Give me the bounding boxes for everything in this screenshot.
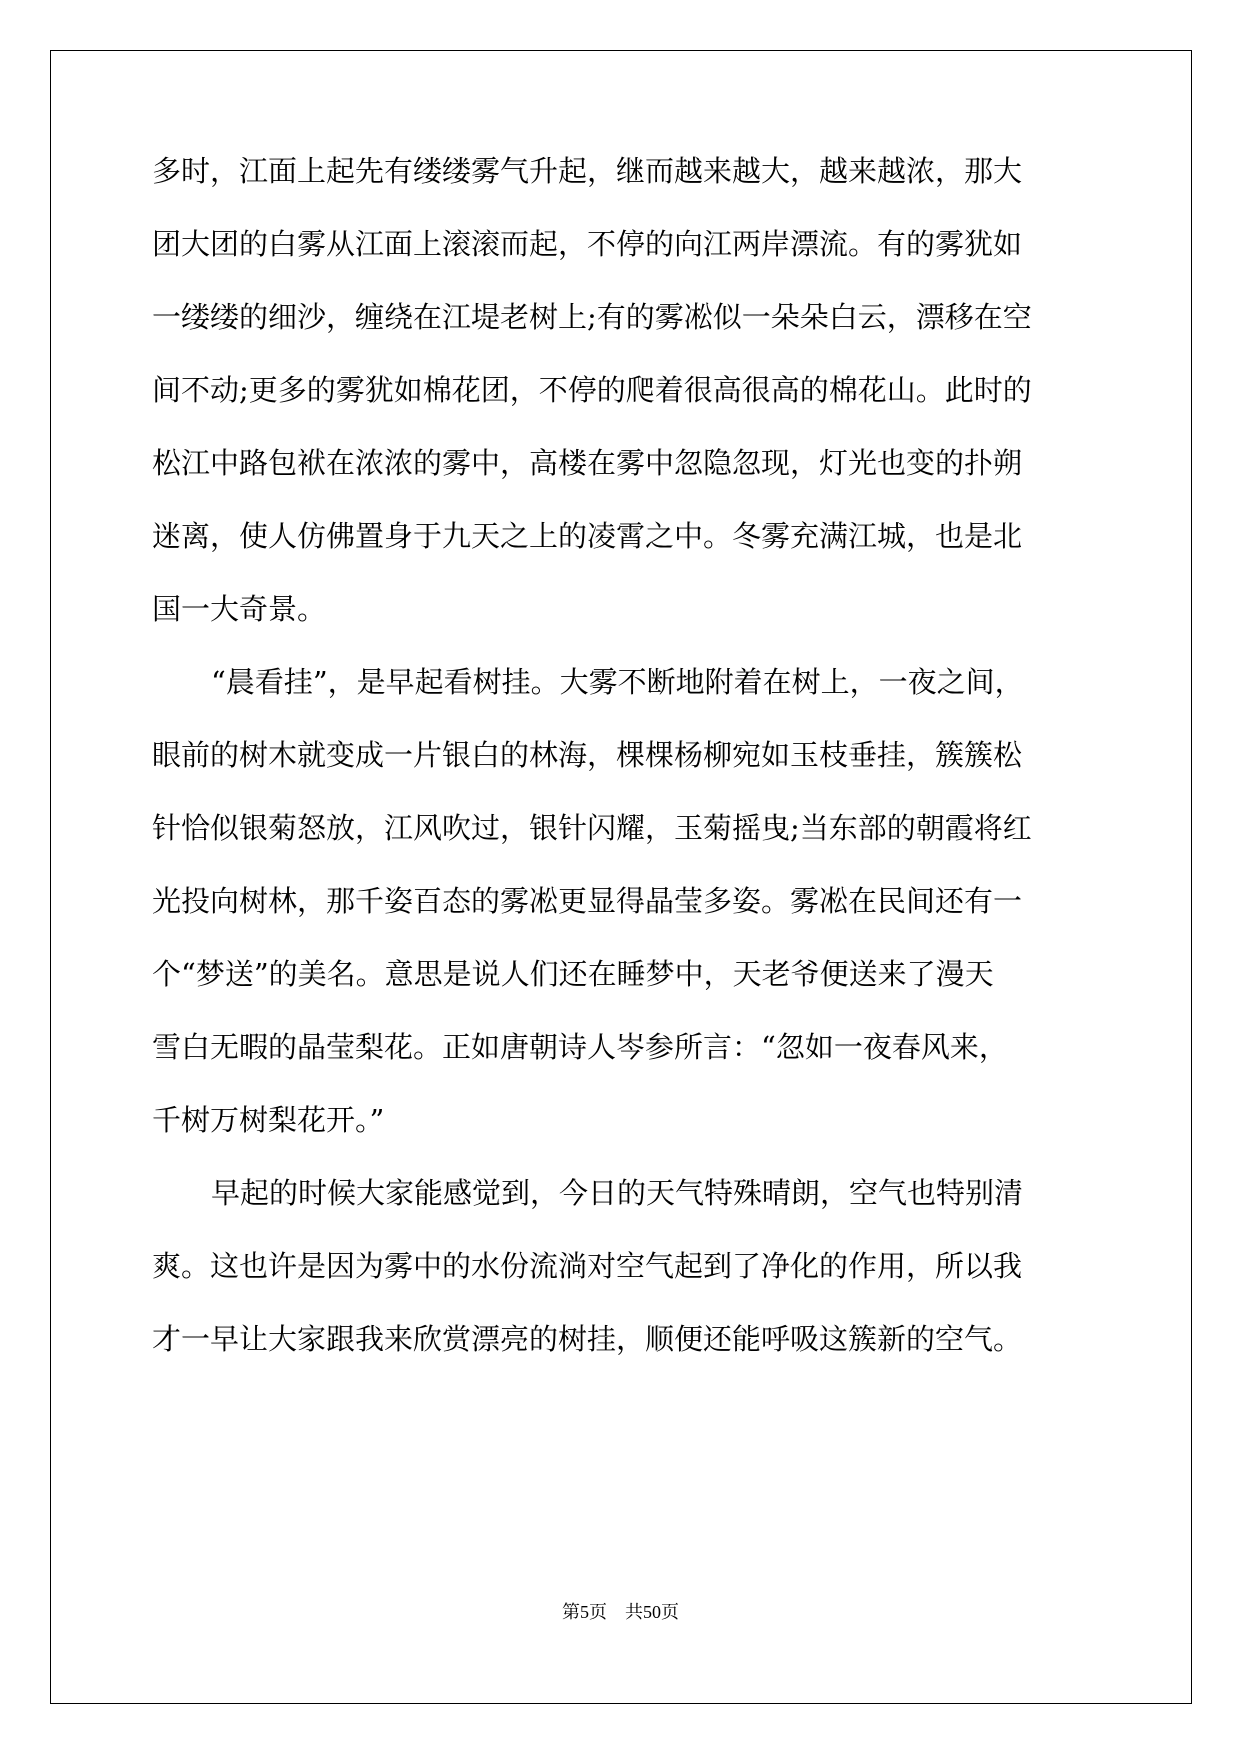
page-suffix: 页 [589,1602,607,1623]
text-line: 一缕缕的细沙，缠绕在江堤老树上;有的雾凇似一朵朵白云，漂移在空 [152,300,1032,334]
text-line: 迷离，使人仿佛置身于九天之上的凌霄之中。冬雾充满江城，也是北 [152,519,1023,553]
text-line: 个“梦送”的美名。意思是说人们还在睡梦中，天老爷便送来了漫天 [152,957,994,991]
page-prefix: 第 [562,1602,580,1623]
text-line: 千树万树梨花开。” [152,1103,385,1137]
text-line: 才一早让大家跟我来欣赏漂亮的树挂，顺便还能呼吸这簇新的空气。 [152,1322,1023,1356]
paragraph-first-line: 早起的时候大家能感觉到，今日的天气特殊晴朗，空气也特别清 [211,1176,1024,1210]
text-line: 国一大奇景。 [152,592,327,626]
page-footer [0,1600,1241,1625]
text-line: 爽。这也许是因为雾中的水份流淌对空气起到了净化的作用，所以我 [152,1249,1023,1283]
text-line: 多时，江面上起先有缕缕雾气升起，继而越来越大，越来越浓，那大 [152,154,1023,188]
text-line: 针恰似银菊怒放，江风吹过，银针闪耀，玉菊摇曳;当东部的朝霞将红 [152,811,1032,845]
paragraph-first-line: “晨看挂”，是早起看树挂。大雾不断地附着在树上，一夜之间， [211,665,1024,699]
text-line: 团大团的白雾从江面上滚滚而起，不停的向江两岸漂流。有的雾犹如 [152,227,1023,261]
total-suffix: 页 [661,1602,679,1623]
text-line: 光投向树林，那千姿百态的雾凇更显得晶莹多姿。雾凇在民间还有一 [152,884,1023,918]
text-line: 眼前的树木就变成一片银白的林海，棵棵杨柳宛如玉枝垂挂，簇簇松 [152,738,1023,772]
text-line: 松江中路包袱在浓浓的雾中，高楼在雾中忽隐忽现，灯光也变的扑朔 [152,446,1023,480]
text-line: 间不动;更多的雾犹如棉花团，不停的爬着很高很高的棉花山。此时的 [152,373,1032,407]
total-prefix: 共 [625,1602,643,1623]
total-pages: 50 [643,1602,661,1622]
text-line: 雪白无暇的晶莹梨花。正如唐朝诗人岑参所言：“忽如一夜春风来， [152,1030,1008,1064]
page-number: 5 [580,1602,589,1622]
